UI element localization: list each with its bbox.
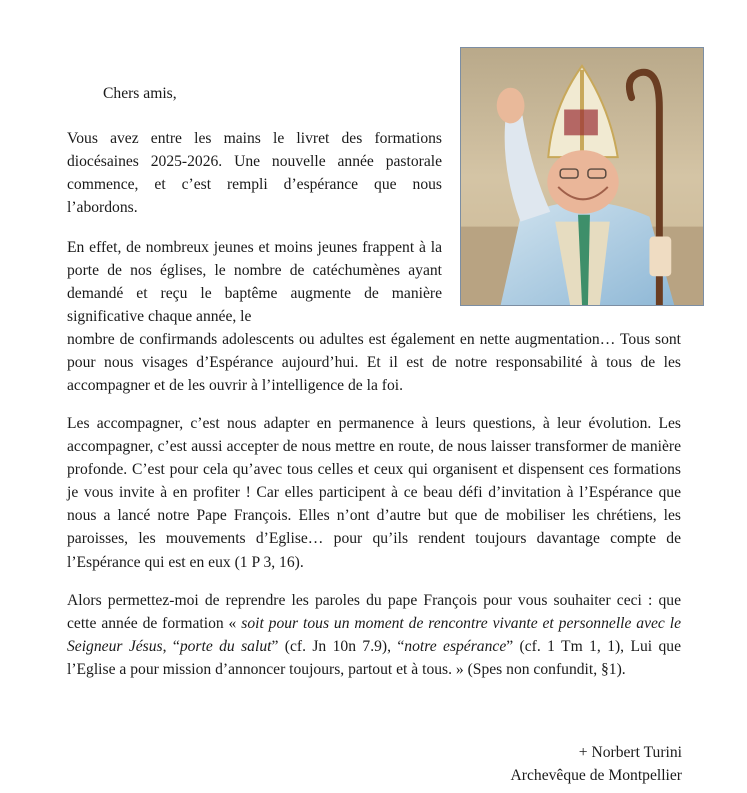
bishop-illustration [461, 48, 703, 305]
paragraph-3 [67, 412, 681, 574]
greeting: Chers amis, [103, 85, 177, 102]
p4-a: Alors permettez-moi de reprendre les paroles du pape François pour vous souhaiter ceci : que cette année de formation « [67, 592, 681, 633]
p4-em3: notre espérance [404, 638, 507, 656]
bishop-photo [460, 47, 704, 306]
signature-name: + Norbert Turini [578, 744, 682, 761]
signature-title: Archevêque de Montpellier [510, 767, 682, 784]
paragraph-2-rest: nombre de confirmands adolescents ou adultes est également en nette augmentation… Tous sont pour nous visages d’Espérance aujourd’hui. Et il est de notre responsabilité à tous de les accompagner et de les ouvrir à l’intelligence de la foi. [67, 331, 681, 395]
p4-d: ” (cf. 1 Tm 1, 1), Lui que l’Eglise a pour mission d’annoncer toujours, partout et à tous. » (Spes non confundit, §1). [67, 638, 682, 679]
paragraph-2-wrap: En effet, de nombreux jeunes et moins jeunes frappent à la porte de nos églises, le nombre de catéchumènes ayant demandé et reçu le baptême augmente de manière significative chaque année, le [67, 239, 442, 326]
p4-em1: soit pour tous un moment de rencontre vivante et personnelle avec le Seigneur Jésus [67, 615, 682, 656]
p4-c: ” (cf. Jn 10n 7.9), “ [271, 638, 405, 656]
p4-b: , “ [162, 638, 180, 656]
paragraph-3-text: Les accompagner, c’est nous adapter en permanence à leurs questions, à leur évolution. Les accompagner, c’est aussi accepter de nous mettre en route, de nous laisser transformer de manière profonde. C’est pour cela qu’avec tous celles et ceux qui organisent et dispensent ces formations je vous invite à en profiter ! Car elles participent à ce beau défi d’invitation à l’Espérance que nous a lancé notre Pape François. Elles n’ont d’autre but que de mobiliser les chrétiens, les paroisses, les mouvements d’Eglise… pour qu’ils rendent toujours davantage compte de l’Espérance qui est en eux (1 P 3, 16). [67, 415, 681, 571]
paragraph-4 [67, 589, 681, 681]
paragraph-1: Vous avez entre les mains le livret des formations diocésaines 2025-2026. Une nouvelle année pastorale commence, et c’est rempli d’espérance que nous l’abordons. [67, 130, 442, 217]
p4-em2: porte du salut [179, 638, 272, 656]
